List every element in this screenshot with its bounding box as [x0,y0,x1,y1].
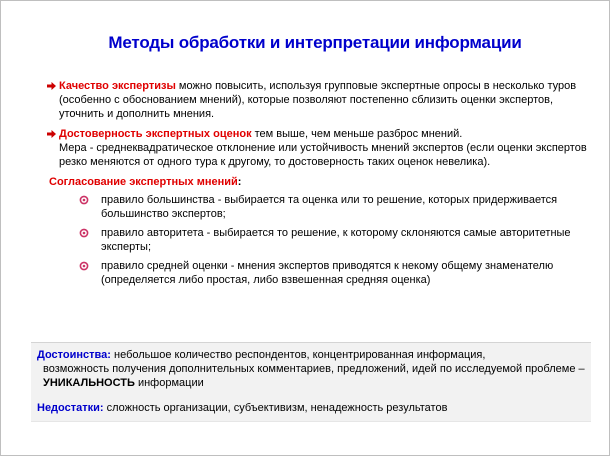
quality-heading: Качество экспертизы [59,80,176,92]
advantages-text-1: небольшое количество респондентов, концентрированная информация, [110,349,486,361]
slide-title: Методы обработки и интерпретации информации [108,33,522,52]
disadvantages [37,401,585,415]
agreement-heading [49,175,587,189]
bullet-reliability [47,127,587,169]
ring-bullet-icon [79,228,89,238]
agreement-heading-colon: : [237,176,242,188]
rule-authority: правило авторитета - выбирается то решение, к которому склоняются самые авторитетные эксперты; [101,227,571,253]
advantages-continuation [37,362,585,390]
ring-bullet-icon [79,195,89,205]
reliability-measure-text: Мера - среднеквадратическое отклонение или устойчивость мнений экспертов (если оценки экспертов резко меняются от одного тура к другому, то достоверность таких оценок невелика). [59,142,587,168]
advantages-caps: УНИКАЛЬНОСТЬ [43,377,135,389]
advantages-text-2: возможность получения дополнительных комментариев, предложений, идей по исследуемой проблеме – [43,363,585,375]
advantages-text-3: информации [134,377,204,389]
ring-bullet-icon [79,261,89,271]
arrow-bullet-icon [47,82,56,90]
arrow-bullet-icon [47,130,56,138]
rule-majority: правило большинства - выбирается та оценка или то решение, которых придерживается большинство экспертов; [101,194,558,220]
agreement-rules-list [47,193,587,287]
list-item [79,259,587,287]
advantages [37,348,585,390]
list-item [79,193,587,221]
bullet-quality [47,79,587,121]
rule-average: правило средней оценки - мнения экспертов приводятся к некому общему знаменателю (определяется либо простая, либо взвешенная средняя оценка) [101,260,554,286]
reliability-text: тем выше, чем меньше разброс мнений. [251,128,463,140]
advantages-label: Достоинства: [37,349,111,361]
disadvantages-label: Недостатки: [37,402,104,414]
summary-box [31,342,591,421]
agreement-heading-text: Согласование экспертных мнений [49,176,238,188]
slide-content [47,79,587,292]
disadvantages-text: сложность организации, субъективизм, ненадежность результатов [103,402,448,414]
reliability-heading: Достоверность экспертных оценок [59,128,252,140]
list-item [79,226,587,254]
quality-text: можно повысить, используя групповые экспертные опросы в несколько туров (особенно с обоснованием мнений), которые позволяют постепенно сблизить оценки экспертов, уточнить и дополнить мнения. [59,80,577,120]
